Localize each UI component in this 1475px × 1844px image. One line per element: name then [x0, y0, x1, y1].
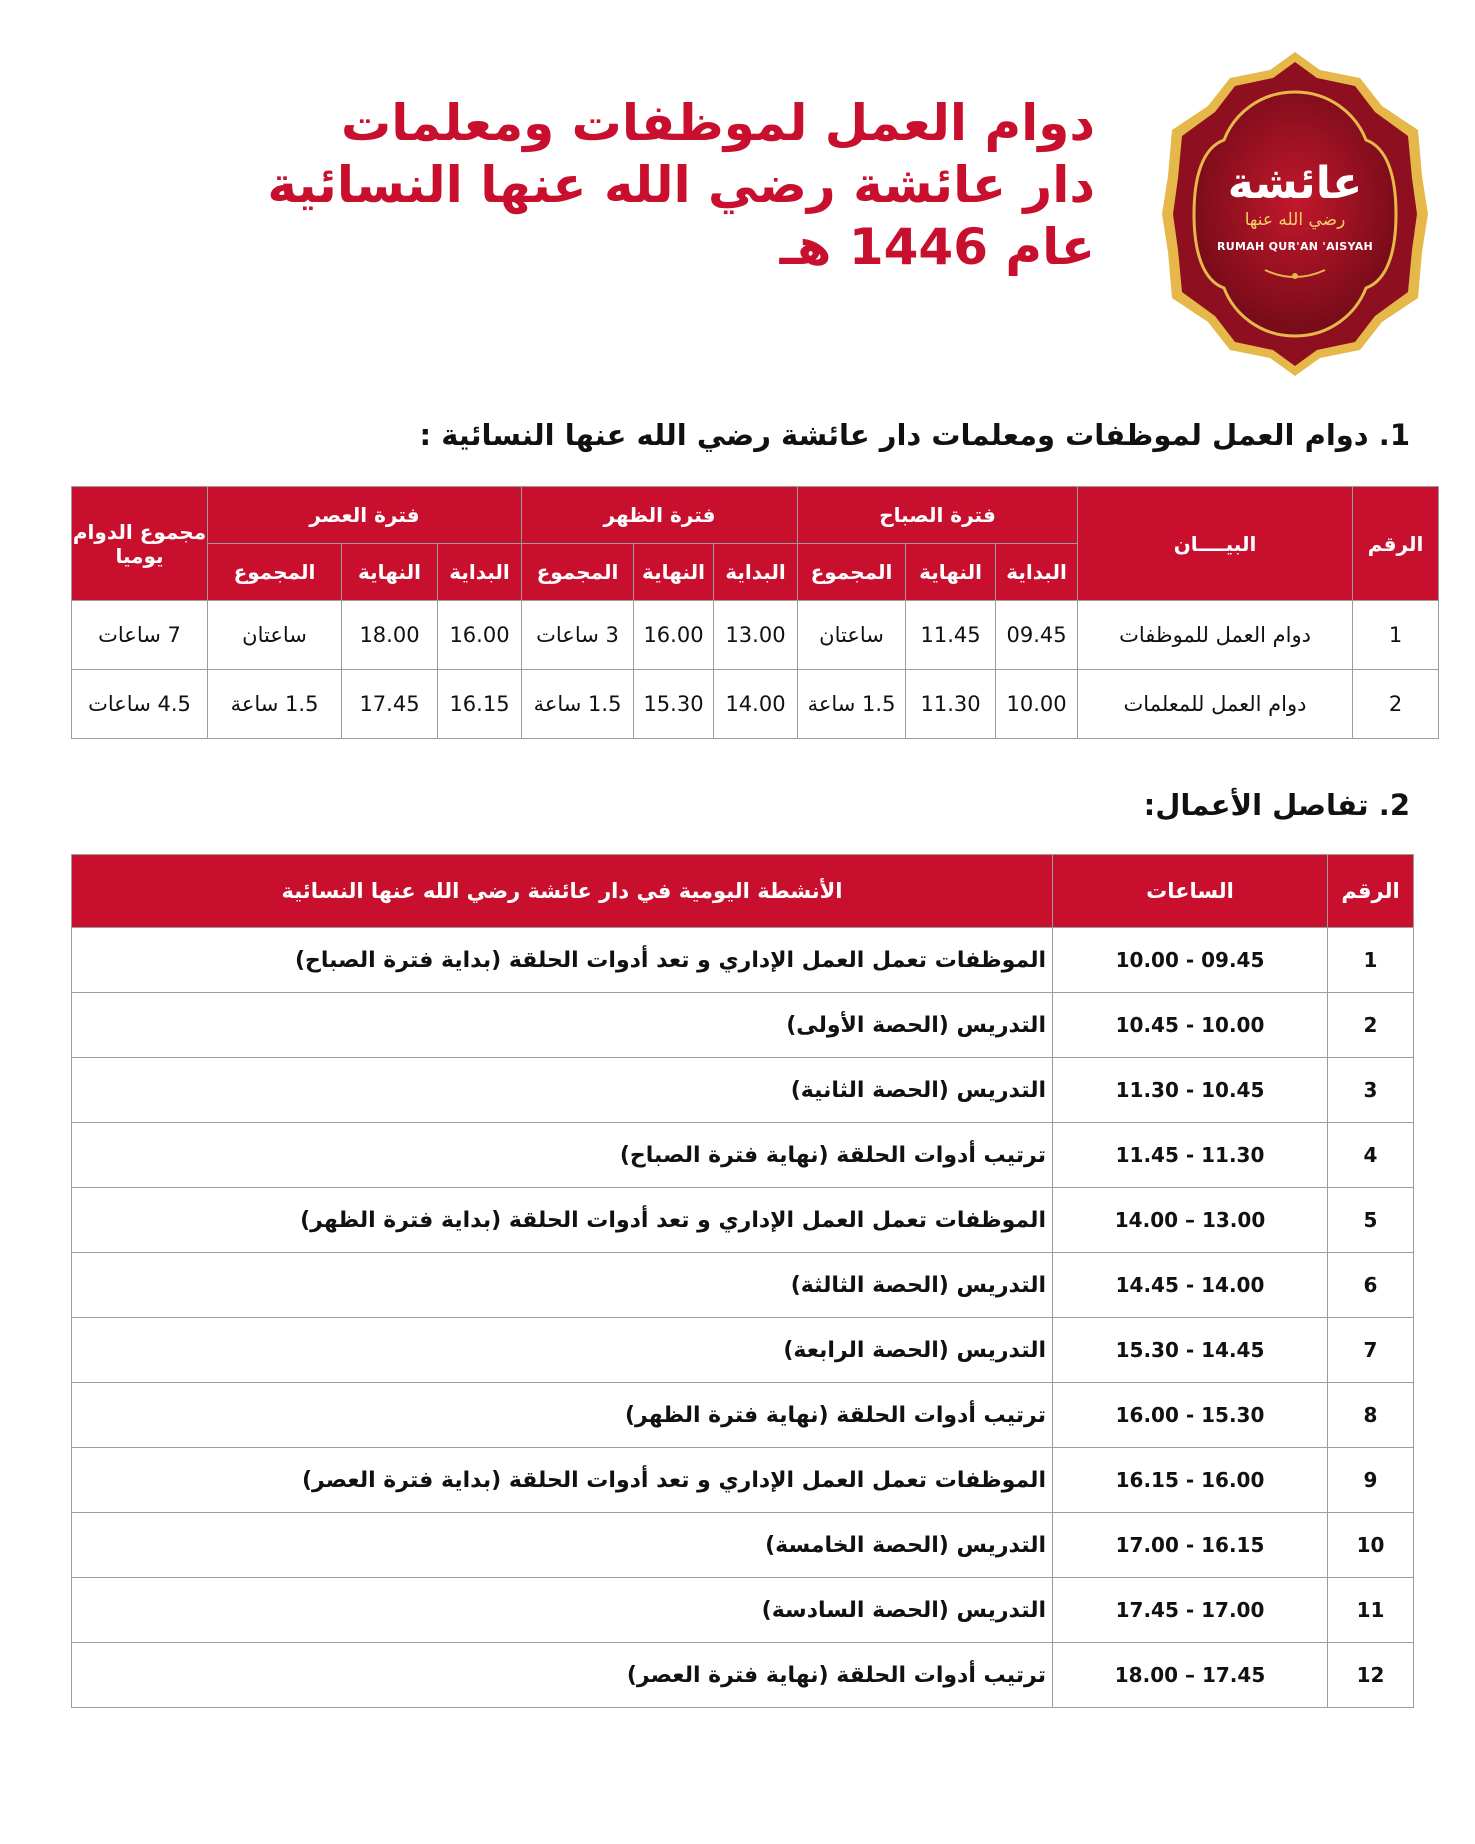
col-afternoon: فترة العصر [208, 487, 522, 544]
row-number: 1 [1353, 601, 1439, 670]
table-row [72, 1123, 1414, 1188]
row-number: 7 [1328, 1318, 1414, 1383]
col-noon: فترة الظهر [522, 487, 798, 544]
col-activities: الأنشطة اليومية في دار عائشة رضي الله عنها النسائية [72, 855, 1053, 928]
row-hours: 13.00 – 14.00 [1053, 1188, 1328, 1253]
col-start: البداية [996, 544, 1078, 601]
row-number: 1 [1328, 928, 1414, 993]
morning-end: 11.30 [906, 670, 996, 739]
row-number: 2 [1328, 993, 1414, 1058]
row-activity: التدريس (الحصة السادسة) [72, 1578, 1053, 1643]
col-number: الرقم [1328, 855, 1414, 928]
col-end: النهاية [634, 544, 714, 601]
morning-total: 1.5 ساعة [798, 670, 906, 739]
col-start: البداية [438, 544, 522, 601]
noon-end: 16.00 [634, 601, 714, 670]
row-hours: 14.45 - 15.30 [1053, 1318, 1328, 1383]
table-row [72, 1188, 1414, 1253]
logo-latin: RUMAH QUR'AN 'AISYAH [1216, 240, 1374, 253]
row-activity: التدريس (الحصة الخامسة) [72, 1513, 1053, 1578]
row-hours: 16.00 - 16.15 [1053, 1448, 1328, 1513]
col-end: النهاية [906, 544, 996, 601]
daily-total: 7 ساعات [72, 601, 208, 670]
table-row [72, 601, 1439, 670]
row-number: 3 [1328, 1058, 1414, 1123]
logo-name: عائشة [1227, 158, 1363, 209]
logo [1160, 48, 1430, 380]
table-row [72, 1383, 1414, 1448]
afternoon-start: 16.15 [438, 670, 522, 739]
afternoon-start: 16.00 [438, 601, 522, 670]
table-row [72, 928, 1414, 993]
row-activity: التدريس (الحصة الأولى) [72, 993, 1053, 1058]
col-number: الرقم [1353, 487, 1439, 601]
row-hours: 14.00 - 14.45 [1053, 1253, 1328, 1318]
afternoon-total: 1.5 ساعة [208, 670, 342, 739]
title-line-1: دوام العمل لموظفات ومعلمات [341, 94, 1095, 152]
row-activity: الموظفات تعمل العمل الإداري و تعد أدوات الحلقة (بداية فترة الصباح) [72, 928, 1053, 993]
noon-total: 1.5 ساعة [522, 670, 634, 739]
row-number: 8 [1328, 1383, 1414, 1448]
row-hours: 16.15 - 17.00 [1053, 1513, 1328, 1578]
col-morning: فترة الصباح [798, 487, 1078, 544]
row-activity: التدريس (الحصة الثانية) [72, 1058, 1053, 1123]
section1-title: 1. دوام العمل لموظفات ومعلمات دار عائشة رضي الله عنها النسائية : [419, 418, 1410, 452]
row-hours: 11.30 - 11.45 [1053, 1123, 1328, 1188]
row-hours: 17.00 - 17.45 [1053, 1578, 1328, 1643]
row-hours: 10.00 - 10.45 [1053, 993, 1328, 1058]
row-hours: 09.45 - 10.00 [1053, 928, 1328, 993]
row-hours: 15.30 - 16.00 [1053, 1383, 1328, 1448]
col-total: المجموع [522, 544, 634, 601]
row-activity: ترتيب أدوات الحلقة (نهاية فترة العصر) [72, 1643, 1053, 1708]
row-activity: التدريس (الحصة الثالثة) [72, 1253, 1053, 1318]
row-activity: التدريس (الحصة الرابعة) [72, 1318, 1053, 1383]
col-daily-total: مجموع الدوام يوميا [72, 487, 208, 601]
row-number: 2 [1353, 670, 1439, 739]
row-hours: 17.45 – 18.00 [1053, 1643, 1328, 1708]
noon-start: 14.00 [714, 670, 798, 739]
table-row [72, 1448, 1414, 1513]
title-line-3: عام 1446 هـ [779, 218, 1095, 276]
table-row [72, 670, 1439, 739]
morning-total: ساعتان [798, 601, 906, 670]
noon-start: 13.00 [714, 601, 798, 670]
row-hours: 10.45 - 11.30 [1053, 1058, 1328, 1123]
morning-start: 10.00 [996, 670, 1078, 739]
table-row [72, 993, 1414, 1058]
table-row [72, 1253, 1414, 1318]
col-end: النهاية [342, 544, 438, 601]
row-statement: دوام العمل للمعلمات [1078, 670, 1353, 739]
row-number: 6 [1328, 1253, 1414, 1318]
row-number: 9 [1328, 1448, 1414, 1513]
morning-start: 09.45 [996, 601, 1078, 670]
row-statement: دوام العمل للموظفات [1078, 601, 1353, 670]
table-row [72, 1513, 1414, 1578]
row-activity: الموظفات تعمل العمل الإداري و تعد أدوات الحلقة (بداية فترة العصر) [72, 1448, 1053, 1513]
col-total: المجموع [208, 544, 342, 601]
row-number: 4 [1328, 1123, 1414, 1188]
section2-title: 2. تفاصل الأعمال: [1143, 788, 1410, 822]
morning-end: 11.45 [906, 601, 996, 670]
noon-end: 15.30 [634, 670, 714, 739]
title-line-2: دار عائشة رضي الله عنها النسائية [267, 156, 1095, 214]
daily-total: 4.5 ساعات [72, 670, 208, 739]
col-hours: الساعات [1053, 855, 1328, 928]
row-activity: الموظفات تعمل العمل الإداري و تعد أدوات الحلقة (بداية فترة الظهر) [72, 1188, 1053, 1253]
work-hours-table [71, 486, 1439, 739]
activities-table [71, 854, 1414, 1708]
table-row [72, 1058, 1414, 1123]
col-statement: البيــــان [1078, 487, 1353, 601]
page-title [267, 92, 1095, 278]
row-activity: ترتيب أدوات الحلقة (نهاية فترة الصباح) [72, 1123, 1053, 1188]
table-row [72, 1578, 1414, 1643]
page-header [0, 0, 1475, 390]
col-total: المجموع [798, 544, 906, 601]
logo-subtitle: رضي الله عنها [1244, 210, 1346, 230]
row-number: 11 [1328, 1578, 1414, 1643]
table-row [72, 1643, 1414, 1708]
col-start: البداية [714, 544, 798, 601]
row-number: 10 [1328, 1513, 1414, 1578]
noon-total: 3 ساعات [522, 601, 634, 670]
row-number: 12 [1328, 1643, 1414, 1708]
afternoon-total: ساعتان [208, 601, 342, 670]
afternoon-end: 17.45 [342, 670, 438, 739]
table-row [72, 1318, 1414, 1383]
afternoon-end: 18.00 [342, 601, 438, 670]
row-number: 5 [1328, 1188, 1414, 1253]
row-activity: ترتيب أدوات الحلقة (نهاية فترة الظهر) [72, 1383, 1053, 1448]
